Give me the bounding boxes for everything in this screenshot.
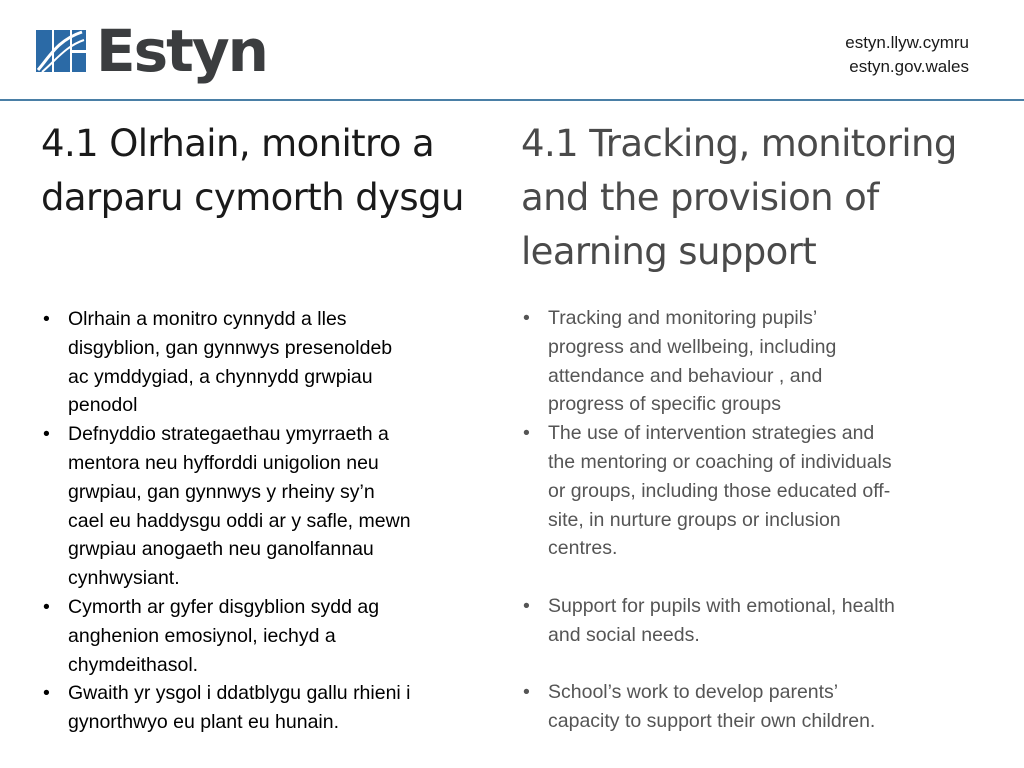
bullet-icon: • [43, 682, 50, 705]
english-bullet-item [521, 419, 991, 563]
bullet-line: ac ymddygiad, a chynnydd grwpiau [68, 365, 373, 388]
website-link-welsh[interactable]: estyn.llyw.cymru [845, 33, 969, 52]
welsh-title [41, 117, 501, 225]
welsh-column [41, 117, 501, 225]
english-title [521, 117, 991, 279]
bullet-line: Tracking and monitoring pupils’ [548, 307, 818, 329]
bullet-line: progress and wellbeing, including [548, 335, 837, 358]
bullet-line: Gwaith yr ysgol i ddatblygu gallu rhieni i [68, 682, 411, 705]
bullet-line: gynorthwyo eu plant eu hunain. [68, 711, 340, 734]
bullet-icon: • [43, 595, 50, 618]
bullet-line: Olrhain a monitro cynnydd a lles [68, 308, 347, 330]
header [0, 0, 1024, 100]
bullet-line: penodol [68, 394, 138, 417]
bullet-line: the mentoring or coaching of individuals [548, 450, 892, 473]
bullet-line: attendance and behaviour , and [548, 364, 823, 387]
welsh-bullet-item [41, 305, 501, 420]
bullet-icon: • [523, 307, 530, 329]
bullet-line: or groups, including those educated off- [548, 479, 891, 502]
english-bullet-list [521, 304, 991, 736]
english-title-line: learning support [521, 230, 817, 273]
website-link-english[interactable]: estyn.gov.wales [849, 57, 969, 76]
bullet-line: chymdeithasol. [68, 653, 199, 676]
welsh-title-line: darparu cymorth dysgu [41, 176, 464, 219]
english-bullet-item [521, 304, 991, 419]
bullet-icon: • [43, 423, 50, 446]
bullet-line: disgyblion, gan gynnwys presenoldeb [68, 336, 393, 359]
bullet-line: grwpiau, gan gynnwys y rheiny sy’n [68, 480, 375, 503]
bullet-line: cynhwysiant. [68, 567, 180, 590]
english-bullet-item [521, 678, 991, 736]
bullet-line: site, in nurture groups or inclusion [548, 508, 841, 531]
bullet-line: Defnyddio strategaethau ymyrraeth a [68, 423, 389, 446]
bullet-line: Cymorth ar gyfer disgyblion sydd ag [68, 595, 380, 618]
welsh-title-line: 4.1 Olrhain, monitro a [41, 122, 435, 165]
bullet-line: progress of specific groups [548, 393, 782, 416]
english-column [521, 117, 991, 279]
bullet-line: grwpiau anogaeth neu ganolfannau [68, 538, 374, 561]
bullet-line: mentora neu hyfforddi unigolion neu [68, 451, 379, 474]
bullet-line: School’s work to develop parents’ [548, 681, 839, 704]
bullet-line: The use of intervention strategies and [548, 422, 875, 445]
website-links [845, 31, 969, 79]
bullet-icon: • [43, 308, 50, 330]
english-title-line: 4.1 Tracking, monitoring [521, 122, 957, 165]
bullet-icon: • [523, 422, 530, 445]
english-bullet-item [521, 592, 991, 650]
bullet-line: Support for pupils with emotional, health [548, 594, 895, 617]
welsh-bullet-item [41, 593, 501, 679]
bullet-line: cael eu haddysgu oddi ar y safle, mewn [68, 509, 411, 532]
english-title-line: and the provision of [521, 176, 879, 219]
bullet-line: capacity to support their own children. [548, 710, 876, 733]
bullet-line: centres. [548, 537, 618, 560]
header-divider [0, 99, 1024, 101]
welsh-bullet-list [41, 305, 501, 737]
welsh-bullet-item [41, 420, 501, 593]
bullet-line: and social needs. [548, 623, 700, 646]
estyn-logo[interactable] [36, 17, 267, 85]
bullet-icon: • [523, 594, 530, 617]
bullet-icon: • [523, 681, 530, 704]
welsh-bullet-item [41, 679, 501, 737]
estyn-logo-text: Estyn [96, 17, 267, 85]
bullet-line: anghenion emosiynol, iechyd a [68, 624, 336, 647]
estyn-logo-mark-icon [36, 26, 86, 76]
